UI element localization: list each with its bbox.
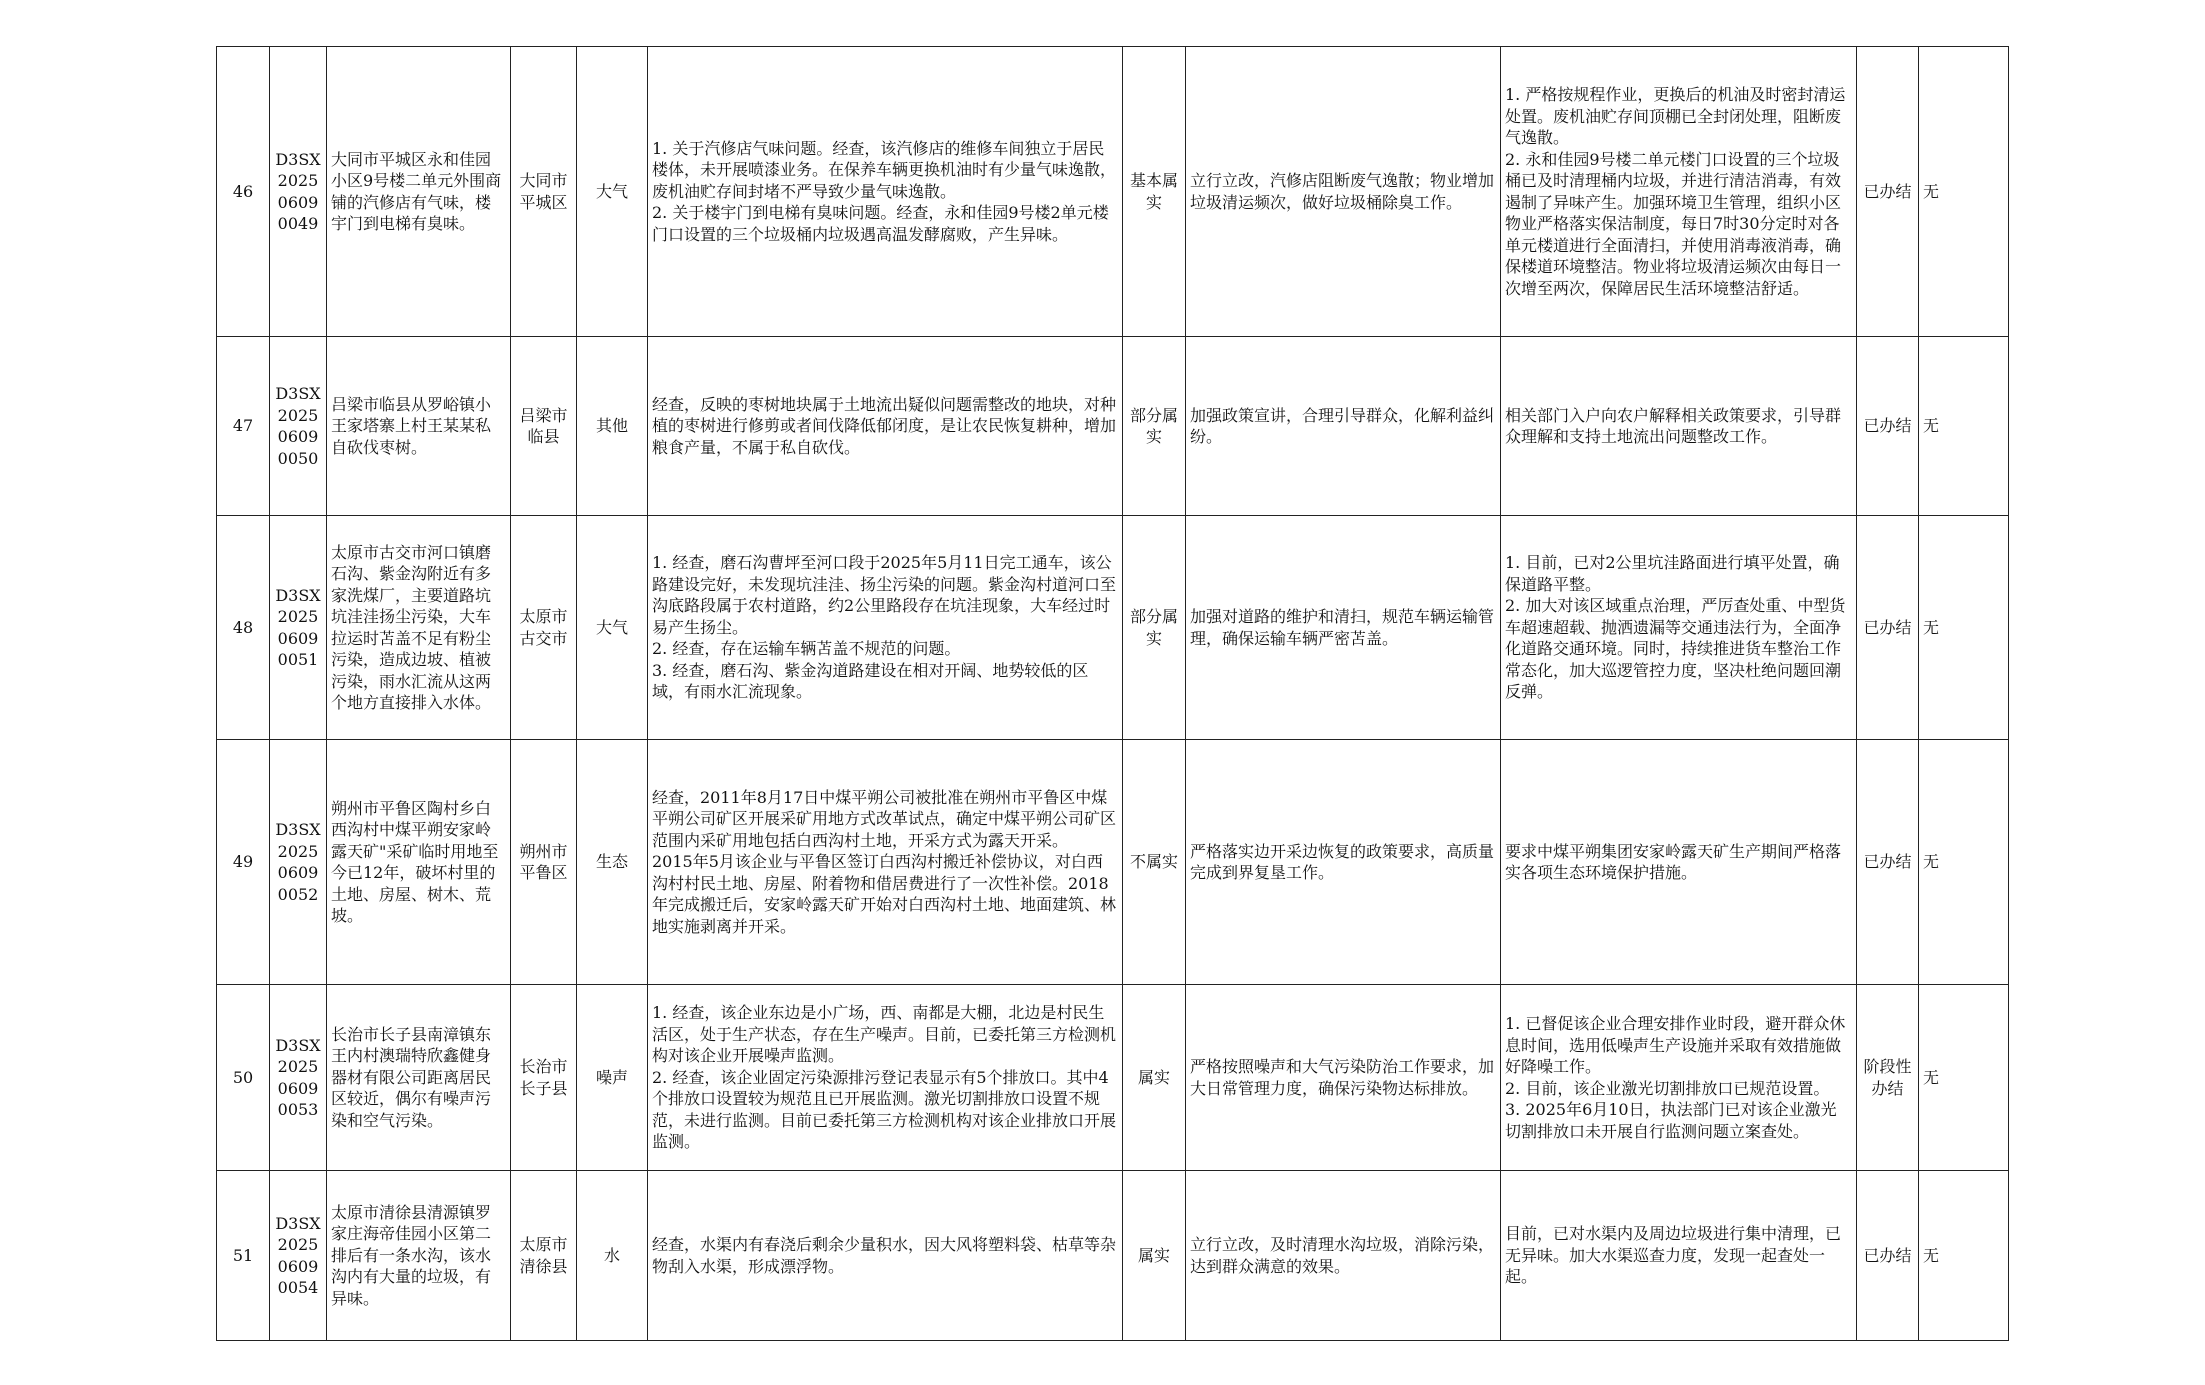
- table-row: [217, 740, 2009, 985]
- pollution-type: 大气: [577, 47, 648, 337]
- complaint-content: 朔州市平鲁区陶村乡白西沟村中煤平朔安家岭露天矿"采矿临时用地至今已12年，破坏村里的土地、房屋、树木、荒坡。: [327, 740, 511, 985]
- case-code: D3SX202506090052: [270, 740, 327, 985]
- pollution-type: 大气: [577, 516, 648, 740]
- case-status: 阶段性办结: [1857, 985, 1919, 1171]
- table-body: [217, 47, 2009, 1341]
- administrative-area: 太原市清徐县: [511, 1171, 577, 1341]
- accountability: 无: [1919, 337, 2009, 516]
- complaint-content: 太原市古交市河口镇磨石沟、紫金沟附近有多家洗煤厂，主要道路坑坑洼洼扬尘污染，大车拉运时苫盖不足有粉尘污染，造成边坡、植被污染，雨水汇流从这两个地方直接排入水体。: [327, 516, 511, 740]
- handling-opinion: 立行立改，汽修店阻断废气逸散；物业增加垃圾清运频次，做好垃圾桶除臭工作。: [1186, 47, 1501, 337]
- table-row: [217, 47, 2009, 337]
- administrative-area: 大同市平城区: [511, 47, 577, 337]
- complaint-content: 大同市平城区永和佳园小区9号楼二单元外围商铺的汽修店有气味，楼宇门到电梯有臭味。: [327, 47, 511, 337]
- case-code: D3SX202506090053: [270, 985, 327, 1171]
- rectification-status: 1. 目前，已对2公里坑洼路面进行填平处置，确保道路平整。 2. 加大对该区域重点治理，严厉查处重、中型货车超速超载、抛洒遗漏等交通违法行为，全面净化道路交通环境。同时，持续推进货车整治工作常态化，加大巡逻管控力度，坚决杜绝问题回潮反弹。: [1501, 516, 1857, 740]
- investigation-findings: 经查，反映的枣树地块属于土地流出疑似问题需整改的地块，对种植的枣树进行修剪或者间伐降低郁闭度，是让农民恢复耕种，增加粮食产量，不属于私自砍伐。: [648, 337, 1123, 516]
- row-number: 49: [217, 740, 270, 985]
- row-number: 48: [217, 516, 270, 740]
- verification-result: 部分属实: [1123, 337, 1186, 516]
- verification-result: 属实: [1123, 1171, 1186, 1341]
- complaint-content: 长治市长子县南漳镇东王内村澳瑞特欣鑫健身器材有限公司距离居民区较近，偶尔有噪声污染和空气污染。: [327, 985, 511, 1171]
- table-row: [217, 337, 2009, 516]
- administrative-area: 吕梁市临县: [511, 337, 577, 516]
- case-status: 已办结: [1857, 337, 1919, 516]
- row-number: 46: [217, 47, 270, 337]
- accountability: 无: [1919, 740, 2009, 985]
- handling-opinion: 严格落实边开采边恢复的政策要求，高质量完成到界复垦工作。: [1186, 740, 1501, 985]
- verification-result: 部分属实: [1123, 516, 1186, 740]
- administrative-area: 太原市古交市: [511, 516, 577, 740]
- investigation-findings: 经查，2011年8月17日中煤平朔公司被批准在朔州市平鲁区中煤平朔公司矿区开展采矿用地方式改革试点，确定中煤平朔公司矿区范围内采矿用地包括白西沟村土地，开采方式为露天开采。 2015年5月该企业与平鲁区签订白西沟村搬迁补偿协议，对白西沟村村民土地、房屋、附着物和借居费进行了一次性补偿。2018年完成搬迁后，安家岭露天矿开始对白西沟村土地、地面建筑、林地实施剥离并开采。: [648, 740, 1123, 985]
- case-code: D3SX202506090049: [270, 47, 327, 337]
- handling-opinion: 立行立改，及时清理水沟垃圾，消除污染，达到群众满意的效果。: [1186, 1171, 1501, 1341]
- administrative-area: 朔州市平鲁区: [511, 740, 577, 985]
- handling-opinion: 加强对道路的维护和清扫，规范车辆运输管理，确保运输车辆严密苫盖。: [1186, 516, 1501, 740]
- pollution-type: 噪声: [577, 985, 648, 1171]
- case-code: D3SX202506090051: [270, 516, 327, 740]
- case-status: 已办结: [1857, 516, 1919, 740]
- investigation-findings: 1. 经查，该企业东边是小广场，西、南都是大棚，北边是村民生活区，处于生产状态，存在生产噪声。目前，已委托第三方检测机构对该企业开展噪声监测。 2. 经查，该企业固定污染源排污登记表显示有5个排放口。其中4个排放口设置较为规范且已开展监测。激光切割排放口设置不规范，未进行监测。目前已委托第三方检测机构对该企业排放口开展监测。: [648, 985, 1123, 1171]
- handling-opinion: 加强政策宣讲，合理引导群众，化解利益纠纷。: [1186, 337, 1501, 516]
- table-row: [217, 516, 2009, 740]
- administrative-area: 长治市长子县: [511, 985, 577, 1171]
- handling-opinion: 严格按照噪声和大气污染防治工作要求，加大日常管理力度，确保污染物达标排放。: [1186, 985, 1501, 1171]
- verification-result: 属实: [1123, 985, 1186, 1171]
- case-code: D3SX202506090054: [270, 1171, 327, 1341]
- accountability: 无: [1919, 516, 2009, 740]
- case-code: D3SX202506090050: [270, 337, 327, 516]
- complaint-content: 吕梁市临县从罗峪镇小王家塔寨上村王某某私自砍伐枣树。: [327, 337, 511, 516]
- verification-result: 基本属实: [1123, 47, 1186, 337]
- case-status: 已办结: [1857, 47, 1919, 337]
- complaint-table: [216, 46, 2009, 1341]
- rectification-status: 1. 已督促该企业合理安排作业时段，避开群众休息时间，选用低噪声生产设施并采取有效措施做好降噪工作。 2. 目前，该企业激光切割排放口已规范设置。 3. 2025年6月10日，执法部门已对该企业激光切割排放口未开展自行监测问题立案查处。: [1501, 985, 1857, 1171]
- row-number: 51: [217, 1171, 270, 1341]
- rectification-status: 相关部门入户向农户解释相关政策要求，引导群众理解和支持土地流出问题整改工作。: [1501, 337, 1857, 516]
- accountability: 无: [1919, 47, 2009, 337]
- rectification-status: 要求中煤平朔集团安家岭露天矿生产期间严格落实各项生态环境保护措施。: [1501, 740, 1857, 985]
- pollution-type: 其他: [577, 337, 648, 516]
- pollution-type: 生态: [577, 740, 648, 985]
- row-number: 47: [217, 337, 270, 516]
- case-status: 已办结: [1857, 1171, 1919, 1341]
- investigation-findings: 经查，水渠内有春浇后剩余少量积水，因大风将塑料袋、枯草等杂物刮入水渠，形成漂浮物。: [648, 1171, 1123, 1341]
- case-status: 已办结: [1857, 740, 1919, 985]
- table-row: [217, 1171, 2009, 1341]
- row-number: 50: [217, 985, 270, 1171]
- pollution-type: 水: [577, 1171, 648, 1341]
- rectification-status: 目前，已对水渠内及周边垃圾进行集中清理，已无异味。加大水渠巡查力度，发现一起查处一起。: [1501, 1171, 1857, 1341]
- verification-result: 不属实: [1123, 740, 1186, 985]
- complaint-content: 太原市清徐县清源镇罗家庄海帝佳园小区第二排后有一条水沟，该水沟内有大量的垃圾，有异味。: [327, 1171, 511, 1341]
- investigation-findings: 1. 关于汽修店气味问题。经查，该汽修店的维修车间独立于居民楼体，未开展喷漆业务。在保养车辆更换机油时有少量气味逸散，废机油贮存间封堵不严导致少量气味逸散。 2. 关于楼宇门到电梯有臭味问题。经查，永和佳园9号楼2单元楼门口设置的三个垃圾桶内垃圾遇高温发酵腐败，产生异味。: [648, 47, 1123, 337]
- accountability: 无: [1919, 985, 2009, 1171]
- rectification-status: 1. 严格按规程作业，更换后的机油及时密封清运处置。废机油贮存间顶棚已全封闭处理，阻断废气逸散。 2. 永和佳园9号楼二单元楼门口设置的三个垃圾桶已及时清理桶内垃圾，并进行清洁消毒，有效遏制了异味产生。加强环境卫生管理，组织小区物业严格落实保洁制度，每日7时30分定时对各单元楼道进行全面清扫，并使用消毒液消毒，确保楼道环境整洁。物业将垃圾清运频次由每日一次增至两次，保障居民生活环境整洁舒适。: [1501, 47, 1857, 337]
- table-row: [217, 985, 2009, 1171]
- accountability: 无: [1919, 1171, 2009, 1341]
- investigation-findings: 1. 经查，磨石沟曹坪至河口段于2025年5月11日完工通车，该公路建设完好，未发现坑洼洼、扬尘污染的问题。紫金沟村道河口至沟底路段属于农村道路，约2公里路段存在坑洼现象，大车经过时易产生扬尘。 2. 经查，存在运输车辆苫盖不规范的问题。 3. 经查，磨石沟、紫金沟道路建设在相对开阔、地势较低的区域，有雨水汇流现象。: [648, 516, 1123, 740]
